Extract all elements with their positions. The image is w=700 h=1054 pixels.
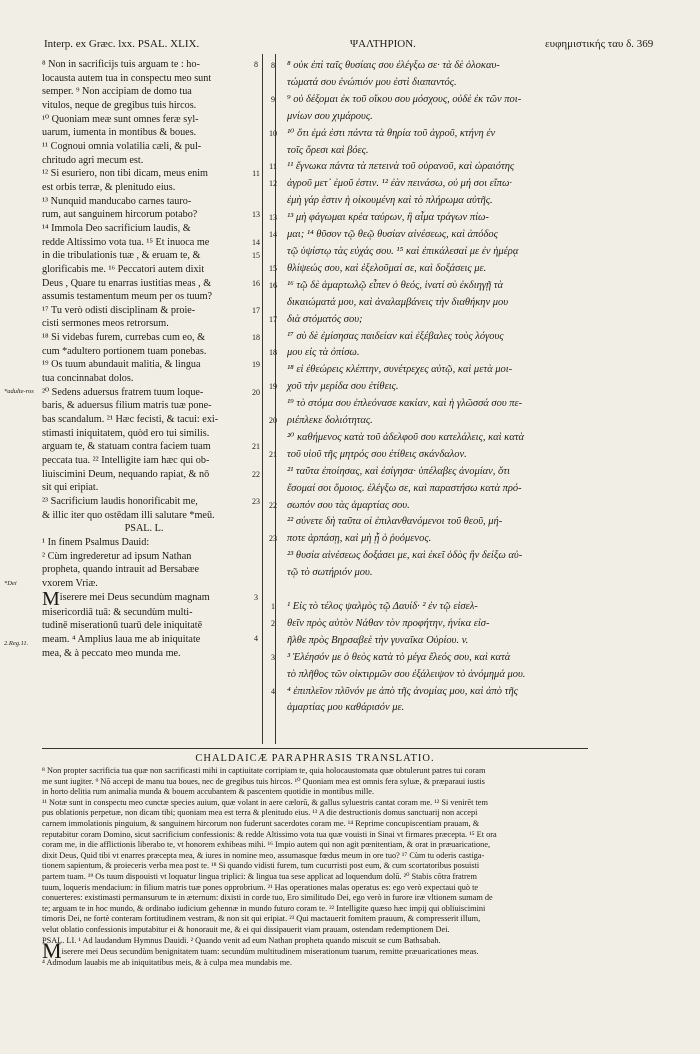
chaldaic-heading: CHALDAICÆ PARAPHRASIS TRANSLATIO.: [195, 753, 435, 764]
verse-number: [248, 140, 264, 154]
greek-line: τοῖς ὄρεσι καὶ βόες.: [287, 144, 369, 156]
verse-number: 20: [269, 416, 277, 426]
latin-line: vxorem Vriæ.: [42, 577, 98, 589]
greek-line: σωπόν σου τὰς ἁμαρτίας σου.: [287, 499, 410, 511]
greek-line: ²¹ ταῦτα ἐποίησας, καὶ ἐσίγησα· ὑπέλαβες ἀνομίαν, ὅτι: [287, 465, 510, 477]
verse-number: [248, 413, 264, 427]
latin-column: [42, 58, 246, 660]
verse-number: [248, 345, 264, 359]
verse-number: 13: [269, 213, 277, 223]
latin-verse-numbers: [248, 58, 264, 659]
latin-line: ² Cùm ingrederetur ad ipsum Nathan: [42, 550, 192, 562]
latin-line: ¹³ Nunquid manducabo carnes tauro-: [42, 195, 192, 207]
greek-line: ¹ Εἰς τὸ τέλος ψαλμὸς τῷ Δαυίδ· ² ἐν τῷ εἰσελ-: [287, 601, 478, 612]
margin-note-meum: *Dei: [4, 580, 17, 587]
verse-number: [248, 99, 264, 113]
latin-line: locausta autem tua in conspectu meo sunt: [42, 72, 212, 84]
greek-line: ²³ θυσία αἰνέσεως δοξάσει με, καὶ ἐκεῖ ὁδὸς ἣν δείξω αὐ-: [287, 550, 523, 562]
greek-line: χοῦ τὴν μερίδα σου ἐτίθεις.: [287, 381, 399, 393]
latin-line: misericordiā tuā: & secundùm multi-: [42, 606, 193, 618]
verse-number: [248, 317, 264, 331]
latin-line: arguam te, & statuam contra faciem tuam: [42, 441, 211, 453]
verse-number: 19: [252, 360, 260, 370]
greek-line: θεῖν πρὸς αὐτὸν Νάθαν τὸν προφήτην, ἡνίκα εἰσ-: [287, 617, 490, 629]
verse-number: [266, 329, 280, 346]
greek-line: ἔσομαί σοι ὅμοιος. ἐλέγξω σε, καὶ παραστήσω κατὰ πρό-: [287, 482, 522, 494]
verse-number: 18: [269, 348, 277, 358]
verse-number: [248, 290, 264, 304]
chaldaic-line: carnem immolationis pinguium, & sanguinem hircorum non fuderunt sacerdotes coram me. ¹⁴ Reprime concupiscentiam prauam, &: [42, 818, 480, 828]
latin-line: uarum, iumenta in montibus & boues.: [42, 127, 197, 139]
margin-note-reg: 2.Reg.11.: [4, 640, 29, 647]
verse-number: [266, 362, 280, 379]
latin-line: [42, 587, 246, 610]
latin-line: rum, aut sanguinem hircorum potabo?: [42, 209, 198, 221]
verse-number: 11: [269, 162, 277, 172]
greek-line: μου εἰς τὰ ὀπίσω.: [287, 347, 360, 359]
verse-number: [248, 85, 264, 99]
latin-line: ²⁰ Sedens aduersus fratrem tuum loque-: [42, 386, 204, 398]
verse-number: 12: [269, 179, 277, 189]
verse-number: [248, 536, 264, 550]
section-rule: [42, 748, 588, 749]
latin-line: ¹¹ Cognoui omnia volatilia cæli, & pul-: [42, 140, 202, 152]
chaldaic-line: PSAL. LI. ¹ Ad laudandum Hymnus Dauidi. ² Quando venit ad eum Nathan propheta quando miscuit se cum Bathsabah.: [42, 935, 441, 945]
verse-number: [266, 109, 280, 126]
verse-number: 18: [252, 333, 260, 343]
greek-verse-numbers: [266, 58, 280, 717]
latin-line: meam. ⁴ Amplius laua me ab iniquitate: [42, 633, 201, 645]
verse-number: 8: [271, 61, 275, 70]
verse-number: 14: [252, 237, 260, 247]
verse-number: [248, 577, 264, 591]
latin-line: Deus , Quare tu enarras iustitias meas , &: [42, 277, 212, 289]
verse-number: 22: [269, 500, 277, 510]
latin-line: ¹⁴ Immola Deo sacrificium laudis, &: [42, 222, 191, 234]
verse-number: [266, 667, 280, 684]
verse-number: 16: [269, 280, 277, 290]
verse-number: [248, 399, 264, 413]
latin-line: ¹ In finem Psalmus Dauid:: [42, 536, 150, 548]
verse-number: [266, 193, 280, 210]
latin-line: baris, & aduersus filium matris tuæ pone-: [42, 400, 212, 412]
greek-line: ¹³ μὴ φάγωμαι κρέα ταύρων, ἢ αἷμα τράγων πίω-: [287, 212, 489, 224]
verse-number: 3: [254, 592, 258, 602]
latin-line: cum *adultero portionem tuam ponebas.: [42, 345, 207, 357]
greek-line: τῷ ὑψίστῳ τὰς εὐχάς σου. ¹⁵ καὶ ἐπικάλεσαί με ἐν ἡμέρᾳ: [287, 245, 519, 257]
latin-line: tudinē miserationū tuarū dele iniquitatē: [42, 620, 203, 632]
chaldaic-translation: [42, 766, 588, 968]
verse-number: 3: [271, 652, 275, 662]
greek-line: ¹¹ ἔγνωκα πάντα τὰ πετεινὰ τοῦ οὐρανοῦ, καὶ ὡραιότης: [287, 161, 515, 173]
chaldaic-line: in horto delitia rum animalia munda & bouem accubantem & pascentem quotidie in montibus mille.: [42, 787, 375, 797]
chaldaic-line: tionem sapientum, & proieceris verba mea post te. ¹⁸ Si quando vidisti furem, tum cucurristi post eum, & cum scortatoribus posuisti: [42, 861, 480, 871]
greek-line: ποτε ἁρπάσῃ, καὶ μὴ ᾖ ὁ ῥυόμενος.: [287, 533, 432, 545]
greek-line: τώματά σου ἐνώπιόν μου ἐστὶ διαπαντός.: [287, 76, 457, 88]
verse-number: [248, 195, 264, 209]
greek-line: δικαιώματά μου, καὶ ἀναλαμβάνεις τὴν διαθήκην μου: [287, 296, 509, 308]
verse-number: 4: [254, 633, 258, 643]
latin-line: ¹⁰ Quoniam meæ sunt omnes feræ syl-: [42, 113, 199, 125]
verse-number: [248, 372, 264, 386]
latin-line: vitulos, neque de gregibus tuis hircos.: [42, 99, 197, 111]
chaldaic-line: reputabitur coram Domino, sicut sacrificium confessionis: & redde Altissimo vota tua quæ vouisti in Sinai vt firmares præcepta. ¹⁵ Et ora: [42, 829, 497, 839]
verse-number: 14: [269, 230, 277, 240]
verse-number: [248, 645, 264, 659]
latin-line: ¹⁷ Tu verò odisti disciplinam & proie-: [42, 304, 196, 316]
verse-number: [266, 75, 280, 92]
verse-number: [248, 126, 264, 140]
verse-number: [248, 222, 264, 236]
greek-line: τοῦ υἱοῦ τῆς μητρός σου ἐτίθεις σκάνδαλον.: [287, 448, 467, 460]
line-rest: iserere mei Deus secundùm benignitatem tuam: secundùm multitudinem miserationum tuarum, remitte præuaricationes meas.: [61, 947, 479, 957]
verse-number: 20: [252, 387, 260, 397]
latin-line: mea, & à peccato meo munda me.: [42, 647, 181, 659]
verse-number: [248, 181, 264, 195]
latin-line: cisti sermones meos retrorsum.: [42, 318, 169, 330]
verse-number: [248, 454, 264, 468]
chaldaic-line: conuerteres: existimasti permansurum te in æternum: dixisti in corde tuo, Ero similitudo Dei, ego verò in furore iræ vltionem sumam de: [42, 893, 493, 903]
greek-column: [287, 58, 587, 717]
verse-number: [266, 548, 280, 565]
verse-number: 21: [269, 449, 277, 459]
chaldaic-line: te; arguam te in hoc mundo, & ordinabo iudicium gehennæ in mundo futuro coram te. ²² Intelligite quæso hæc impij qui obliuiscimini: [42, 903, 486, 913]
verse-number: [248, 481, 264, 495]
verse-number: 2: [271, 618, 275, 628]
latin-line: ¹² Si esuriero, non tibi dicam, meus enim: [42, 168, 208, 180]
initial-m: M: [42, 938, 62, 964]
verse-number: 23: [269, 534, 277, 544]
latin-line: redde Altissimo vota tua. ¹⁵ Et inuoca me: [42, 236, 210, 248]
verse-number: [266, 244, 280, 261]
verse-number: 17: [269, 314, 277, 324]
verse-number: [248, 522, 264, 536]
chaldaic-line: partem tuam. ¹⁹ Os tuum dispouisti vt loquatur lingua triplici: & lingua tua sese applicat ad loquendum dolū. ²⁰ Stabis cōtra fratrem: [42, 871, 477, 881]
verse-number: [248, 154, 264, 168]
greek-line: ἁμαρτίας μου καθάρισόν με.: [287, 702, 405, 714]
greek-line: ¹⁶ τῷ δὲ ἁμαρτωλῷ εἶπεν ὁ θεός, ἱνατί σὺ ἐκδιηγῇ τὰ: [287, 279, 504, 291]
verse-number: [248, 618, 264, 632]
verse-number: [266, 582, 280, 599]
verse-number: [266, 430, 280, 447]
greek-line: ²² σύνετε δὴ ταῦτα οἱ ἐπιλανθανόμενοι τοῦ θεοῦ, μή-: [287, 516, 503, 528]
latin-line: chritudo agri mecum est.: [42, 154, 144, 166]
greek-line: ³ Ἐλέησόν με ὁ θεὸς κατὰ τὸ μέγα ἔλεός σου, καὶ κατὰ: [287, 651, 511, 663]
initial-m: M: [42, 587, 60, 610]
greek-line: [287, 582, 587, 599]
greek-line: διὰ στόματός σου;: [287, 313, 363, 325]
verse-number: 19: [269, 382, 277, 392]
latin-line: ²³ Sacrificium laudis honorificabit me,: [42, 496, 198, 507]
latin-line: stimasti iniquitatem, quòd ero tui similis.: [42, 427, 210, 439]
verse-number: [248, 604, 264, 618]
latin-line: PSAL. L.: [124, 523, 164, 535]
greek-line: ῆλθε πρὸς Βηρσαβεὲ τὴν γυναῖκα Οὐρίου. v.: [287, 634, 469, 646]
verse-number: 17: [252, 305, 260, 315]
verse-number: 11: [252, 169, 260, 179]
greek-line: ⁹ οὐ δέξομαι ἐκ τοῦ οἴκου σου μόσχους, οὐδὲ ἐκ τῶν ποι-: [287, 93, 522, 105]
margin-note-adultero: *adulte-ros: [4, 388, 34, 395]
verse-number: 16: [252, 278, 260, 288]
verse-number: [248, 563, 264, 577]
latin-line: ¹⁹ Os tuum abundauit malitia, & lingua: [42, 359, 201, 371]
running-head-left: Interp. ex Græc. lxx. PSAL. XLIX.: [44, 38, 200, 50]
greek-line: μνίων σου χιμάρους.: [287, 110, 373, 122]
latin-line: tua concinnabat dolos.: [42, 373, 134, 385]
verse-number: [266, 700, 280, 717]
verse-number: 22: [252, 469, 260, 479]
verse-number: [248, 550, 264, 564]
chaldaic-line: tuum, loqueris mendacium: in filium matris tuæ pones opprobrium. ²¹ Has operationes malas operatus es: ego verò expectaui quò te: [42, 882, 479, 892]
chaldaic-line: me sunt iugiter. ⁹ Nō accepi de manu tua boues, nec de gregibus tuis hircos. ¹⁰ Quoniam mea est omnis fera syluæ, & præparaui iustis: [42, 776, 485, 786]
chaldaic-line: coram me, in die afflictionis liberabo te, vt honorem exhibeas mihi. ¹⁶ Impio autem qui non agit pœnitentiam, & orat in præuaricatione,: [42, 840, 491, 850]
latin-line: propheta, quando intrauit ad Bersabæe: [42, 564, 200, 576]
latin-line: in die tribulationis tuæ , & eruam te, &: [42, 250, 201, 262]
greek-line: τὸ πλῆθος τῶν οἰκτιρμῶν σου ἐξάλειψον τὸ ἀνόμημά μου.: [287, 668, 526, 680]
verse-number: [266, 396, 280, 413]
verse-number: 8: [254, 60, 258, 69]
greek-line: ⁸ οὐκ ἐπὶ ταῖς θυσίαις σου ἐλέγξω σε· τὰ δὲ ὁλοκαυ-: [287, 60, 500, 71]
line-rest: iserere mei Deus secundùm magnam: [59, 591, 210, 603]
verse-number: [248, 113, 264, 127]
latin-line: semper. ⁹ Non accipiam de domo tua: [42, 86, 192, 98]
verse-number: [266, 295, 280, 312]
latin-line: est orbis terræ, & plenitudo eius.: [42, 181, 176, 193]
greek-line: ²⁰ καθήμενος κατὰ τοῦ ἀδελφοῦ σου κατελάλεις, καὶ κατὰ: [287, 431, 524, 443]
greek-line: θλίψεώς σου, καὶ ἐξελοῦμαί σε, καὶ δοξάσεις με.: [287, 262, 487, 274]
greek-line: ¹⁰ ὅτι ἐμά ἐστι πάντα τὰ θηρία τοῦ ἀγροῦ, κτήνη ἐν: [287, 127, 496, 139]
verse-number: 13: [252, 210, 260, 220]
verse-number: [248, 427, 264, 441]
greek-line: ¹⁹ τὸ στόμα σου ἐπλεόνασε κακίαν, καὶ ἡ γλῶσσά σου πε-: [287, 398, 523, 410]
latin-line: ¹⁸ Si videbas furem, currebas cum eo, &: [42, 332, 206, 344]
chaldaic-line: velut oblatio confessionis imputabitur ei & honorauit me, & ei qui dissipauerit viam prauam, ostendam redemptionem Dei.: [42, 924, 450, 934]
chaldaic-line: ⁴ Admodum lauabis me ab iniquitatibus meis, & à culpa mea mundabis me.: [42, 957, 292, 967]
greek-line: ¹⁸ εἰ ἐθεώρεις κλέπτην, συνέτρεχες αὐτῷ, καὶ μετὰ μοι-: [287, 364, 513, 376]
latin-line: ⁸ Non in sacrificijs tuis arguam te : ho-: [42, 59, 200, 70]
verse-number: [266, 143, 280, 160]
chaldaic-line: ⁸ Non propter sacrificia tua quæ non sacrificasti mihi in captiuitate corripiam te, quia holocaustomata quæ obtulerunt patres tui coram: [42, 766, 486, 775]
greek-line: ¹⁷ σὺ δὲ ἐμίσησας παιδείαν καὶ ἐξέβαλες τοὺς λόγους: [287, 330, 504, 342]
chaldaic-line: dixit Deus, Quid tibi vt enarres præcepta mea, & iures in nomine meo, assumasque fœdus meum in ore tuo? ¹⁷ Cùm tu oderis castiga-: [42, 850, 485, 860]
latin-line: peccata tua. ²² Intelligite iam hæc qui ob-: [42, 455, 210, 467]
verse-number: 15: [252, 251, 260, 261]
latin-line: liuiscimini Deum, nequando rapiat, & nō: [42, 468, 210, 480]
verse-number: [248, 72, 264, 86]
greek-line: μαι; ¹⁴ θῦσον τῷ θεῷ θυσίαν αἰνέσεως, καὶ ἀπόδος: [287, 229, 498, 241]
verse-number: [248, 509, 264, 523]
verse-number: [248, 263, 264, 277]
greek-line: ἐμὴ γάρ ἐστιν ἡ οἰκουμένη καὶ τὸ πλήρωμα αὐτῆς.: [287, 195, 493, 207]
verse-number: 1: [271, 602, 275, 611]
verse-number: 23: [252, 497, 260, 506]
running-head-center: ΨΑΛΤΗΡΙΟΝ.: [350, 38, 416, 50]
verse-number: 15: [269, 263, 277, 273]
running-head-right: ευφημιστικής ταυ δ. 369: [545, 38, 654, 50]
greek-line: ἀγροῦ μετ᾽ ἐμοῦ ἐστιν. ¹² ἐὰν πεινάσω, οὐ μή σοι εἴπω·: [287, 178, 512, 190]
verse-number: 21: [252, 442, 260, 452]
chaldaic-line: pus oblationis perpetuæ, non dicam tibi; quoniam mea est terra & plenitudo eius. ¹³ A die destructionis domus sanctuarij non accepi: [42, 808, 478, 818]
verse-number: [266, 633, 280, 650]
chaldaic-line: timoris Dei, ne fortè conteram fortitudinem vestram, & non sit qui eripiat. ²³ Qui mactauerit fomitem prauum, & compresserit illum,: [42, 914, 481, 924]
greek-line: ⁴ ἐπιπλεῖον πλῦνόν με ἀπὸ τῆς ἀνομίας μου, καὶ ἀπὸ τῆς: [287, 685, 518, 697]
verse-number: [266, 565, 280, 582]
verse-number: 9: [271, 94, 275, 104]
latin-line: & illic iter quo ostēdam illi salutare *meū.: [42, 509, 215, 521]
latin-line: assumis testamentum meum per os tuum?: [42, 291, 213, 303]
latin-line: glorificabis me. ¹⁶ Peccatori autem dixit: [42, 263, 205, 275]
verse-number: [266, 464, 280, 481]
verse-number: [266, 481, 280, 498]
latin-line: bas scandalum. ²¹ Hæc fecisti, & tacui: exi-: [42, 414, 219, 426]
chaldaic-line: ¹¹ Notæ sunt in conspectu meo cunctæ species auium, quæ volant in aere cælorū, & gallus syluestris cantat coram me. ¹² Si venirēt tem: [42, 797, 488, 807]
verse-number: 10: [269, 128, 277, 138]
latin-line: sit qui eripiat.: [42, 482, 99, 494]
greek-line: τῷ τὸ σωτήριόν μου.: [287, 567, 373, 579]
greek-line: ριέπλεκε δολιότητας.: [287, 415, 373, 427]
verse-number: [266, 514, 280, 531]
verse-number: 4: [271, 686, 275, 696]
